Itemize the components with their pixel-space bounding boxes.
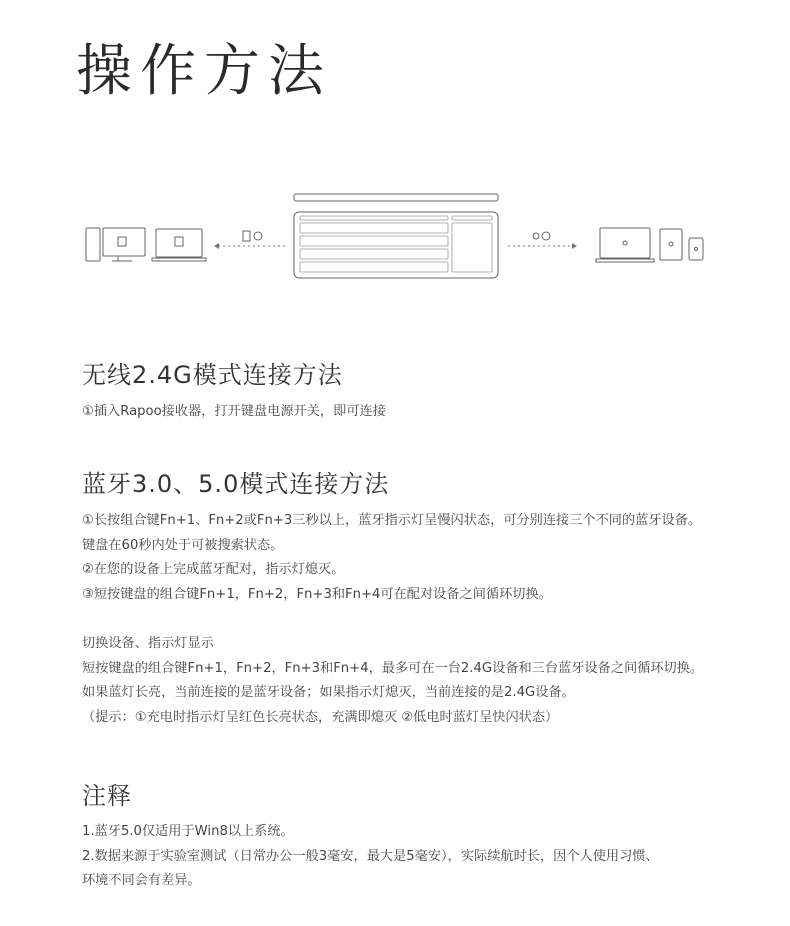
no-signal-icon: [254, 232, 262, 240]
section-24g-line: ①插入Rapoo接收器，打开键盘电源开关，即可连接: [82, 404, 386, 419]
notes-line: 2.数据来源于实验室测试（日常办公一般3毫安，最大是5毫安），实际续航时长，因个人使用习惯、: [82, 848, 659, 864]
keyboard-icon: [294, 194, 498, 278]
connection-diagram: [0, 185, 790, 285]
bluetooth-icon: [533, 233, 539, 239]
phone-icon: [689, 238, 703, 260]
section-24g-body: [82, 400, 762, 425]
section-switch-line: （提示：①充电时指示灯呈红色长亮状态，充满即熄灭 ②低电时蓝灯呈快闪状态）: [82, 709, 559, 725]
section-bt-heading: 蓝牙3.0、5.0模式连接方法: [82, 470, 390, 498]
page-title: 操作方法: [76, 39, 332, 104]
tablet-icon: [660, 229, 682, 260]
desktop-computer-icon: [86, 228, 145, 261]
notes-body: [82, 820, 762, 894]
laptop-left-icon: [152, 229, 206, 261]
section-bt-line: ③短按键盘的组合键Fn+1，Fn+2，Fn+3和Fn+4可在配对设备之间循环切换。: [82, 586, 552, 602]
laptop-right-icon: [596, 228, 654, 262]
section-bt-line: ②在您的设备上完成蓝牙配对，指示灯熄灭。: [82, 562, 345, 577]
section-switch-line: 切换设备、指示灯显示: [82, 636, 214, 651]
section-switch-line: 短按键盘的组合键Fn+1，Fn+2，Fn+3和Fn+4，最多可在一台2.4G设备和三台蓝牙设备之间循环切换。: [82, 660, 704, 676]
section-24g-heading: 无线2.4G模式连接方法: [82, 361, 343, 389]
receiver-icon: [243, 231, 250, 241]
notes-heading: 注释: [82, 782, 132, 810]
notes-line: 环境不同会有差异。: [82, 873, 201, 888]
notes-line: 1.蓝牙5.0仅适用于Win8以上系统。: [82, 824, 294, 839]
section-bt-line: ①长按组合键Fn+1、Fn+2或Fn+3三秒以上，蓝牙指示灯呈慢闪状态，可分别连接三个不同的蓝牙设备。: [82, 513, 702, 528]
section-bt-line: 键盘在60秒内处于可被搜索状态。: [82, 537, 284, 553]
section-switch-line: 如果蓝灯长亮，当前连接的是蓝牙设备；如果指示灯熄灭，当前连接的是2.4G设备。: [82, 685, 575, 700]
section-switch-body: [82, 632, 762, 730]
no-signal-icon-right: [542, 232, 550, 240]
section-bt-body: [82, 509, 762, 607]
